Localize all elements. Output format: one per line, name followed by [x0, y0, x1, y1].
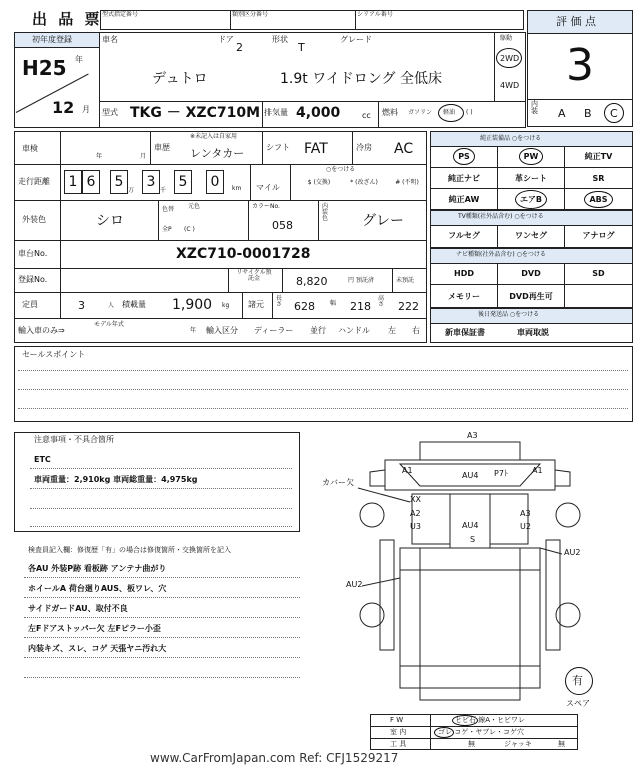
dmg-au2-right: AU2 — [564, 548, 581, 557]
equipment-item — [498, 285, 565, 308]
ext-color-value: シロ — [96, 213, 124, 229]
equipment-item — [431, 168, 498, 189]
serial-label: シリアル番号 — [357, 11, 393, 18]
equipment-item — [565, 285, 632, 308]
color-no-value: 058 — [272, 219, 293, 232]
inspector-line-3: サイドガードAU、取付不良 — [28, 604, 128, 613]
dmg-a1-left: A1 — [402, 466, 413, 475]
dmg-a3-right: A3 — [520, 509, 531, 518]
rear-bumper — [420, 688, 520, 700]
equipment-item-label: PW — [519, 148, 544, 165]
first-reg-month: 12 — [52, 98, 75, 117]
inspector-line-1: 各AU 外装P跡 看板跡 アンテナ曲がり — [28, 564, 167, 573]
vin-value: XZC710-0001728 — [176, 246, 311, 262]
dmg-s: S — [470, 535, 476, 544]
equipment-item — [498, 189, 565, 210]
grade-value: 1.9t ワイドロング 全低床 — [280, 71, 442, 87]
dmg-p-ato: P7ﾄ — [494, 469, 508, 478]
score-value: 3 — [566, 40, 594, 91]
mileage-digit: 5 — [174, 170, 192, 194]
wheel-fl — [360, 503, 384, 527]
fuel-diesel: 軽油 — [443, 109, 456, 116]
category-label: 類別区分番号 — [232, 11, 269, 18]
equipment-item-label: ABS — [584, 191, 612, 208]
equipment-item-label: ワンセグ — [515, 231, 547, 240]
car-name-label: 車名 — [102, 35, 118, 44]
sales-point-box — [14, 346, 633, 422]
dmg-u2: U2 — [520, 522, 531, 531]
doc-item: 新車保証書 — [445, 327, 485, 337]
equipment-item-label: 純正AW — [448, 194, 480, 204]
cover-missing: カバー欠 — [322, 478, 354, 487]
footer-credit: www.CarFromJapan.com Ref: CFJ1529217 — [150, 751, 399, 765]
inspector-label: 検査員記入欄：修復歴「有」の場合は修復箇所・交換箇所を記入 — [28, 546, 231, 554]
equipment-item — [431, 285, 498, 308]
spare-label: スペア — [566, 699, 590, 708]
inspector-line-2: ホイールA 荷台廻りAUS、板ワレ、穴 — [28, 584, 167, 593]
inspector-line-5: 内装キズ、スレ、コゲ 天張ヤニ汚れ大 — [28, 644, 167, 653]
mileage-digit: 6 — [82, 170, 100, 194]
dmg-u3: U3 — [410, 522, 421, 531]
shift-value: FAT — [304, 141, 328, 157]
mileage-digit: 3 — [142, 170, 160, 194]
drive-2wd: 2WD — [500, 54, 520, 63]
caution-line-1: ETC — [34, 455, 51, 464]
equipment-item-label: HDD — [454, 268, 474, 278]
equipment-item — [431, 224, 498, 248]
recycle-value: 8,820 — [296, 275, 328, 288]
mileage-digit: 0 — [206, 170, 224, 194]
equipment-item-label: DVD — [521, 268, 541, 278]
length-value: 628 — [294, 300, 315, 313]
equipment-item — [431, 262, 498, 285]
equipment-item — [498, 146, 565, 168]
equipment-item-label: SR — [592, 173, 605, 183]
equipment-item-label: 純正ナビ — [448, 173, 480, 183]
equipment-item — [565, 262, 632, 285]
equipment-item — [498, 224, 565, 248]
mileage-digit: 5 — [110, 170, 128, 194]
dmg-a2: A2 — [410, 509, 421, 518]
legend-fw: ヒビ石 線A・ヒビワレ — [455, 716, 526, 724]
interior-grade-label: 内装 — [531, 100, 538, 115]
first-reg-label: 初年度登録 — [32, 35, 72, 44]
cargo-bed — [400, 548, 540, 688]
caution-label: 注意事項・不具合箇所 — [34, 435, 114, 444]
jack-value: 無 — [558, 740, 565, 748]
right-door — [490, 494, 528, 544]
equipment-item-label: メモリー — [448, 291, 480, 301]
header-id-boxes — [100, 10, 524, 30]
wheel-fr — [556, 503, 580, 527]
capacity-value: 3 — [78, 299, 85, 312]
height-value: 222 — [398, 300, 419, 313]
equipment-item-label: エアB — [515, 190, 547, 209]
equipment-item — [431, 146, 498, 168]
model-designation-label: 型式指定番号 — [102, 11, 139, 18]
score-label: 評 価 点 — [556, 15, 596, 28]
left-side-guard — [380, 540, 394, 650]
drive-4wd: 4WD — [500, 81, 520, 90]
sales-point-label: セールスポイント — [22, 350, 86, 359]
load-value: 1,900 — [172, 297, 213, 313]
equipment-item-label: 革シート — [515, 173, 547, 183]
dmg-au4-top: AU4 — [462, 471, 479, 480]
displacement-value: 4,000 — [296, 105, 341, 121]
dmg-au4-mid: AU4 — [462, 521, 479, 530]
mileage-digit: 1 — [64, 170, 82, 194]
interior-grade-c: C — [610, 107, 618, 120]
interior-grade-b: B — [584, 107, 592, 120]
car-name-value: デュトロ — [152, 71, 208, 87]
equipment-item-label: SD — [592, 268, 605, 278]
first-reg-year: H25 — [22, 56, 67, 80]
history-value: レンタカー — [190, 147, 245, 160]
page-title: 出 品 票 — [32, 10, 103, 28]
caution-line-2: 車両重量：2,910kg 車両総重量：4,975kg — [34, 475, 198, 484]
dmg-a1-right: A1 — [532, 466, 543, 475]
equipment-item — [565, 146, 632, 168]
dmg-xx: XX — [410, 495, 421, 504]
shape-value: T — [298, 41, 305, 54]
equipment-item-label: アナログ — [582, 231, 615, 240]
equipment-item — [565, 224, 632, 248]
front-bumper — [420, 442, 520, 460]
equipment-item — [498, 168, 565, 189]
equipment-item-label: PS — [453, 148, 475, 165]
width-value: 218 — [350, 300, 371, 313]
equipment-item — [565, 189, 632, 210]
right-side-guard — [546, 540, 560, 650]
equipment-item-label: 純正TV — [584, 152, 613, 161]
equipment-item — [565, 168, 632, 189]
equipment-item-label: フルセグ — [448, 231, 480, 240]
doors-value: 2 — [236, 41, 243, 54]
interior-grade-a: A — [558, 107, 566, 120]
int-color-value: グレー — [362, 213, 404, 229]
equipment-item-label: DVD再生可 — [509, 291, 553, 301]
inspector-line-4: 左Fドアストッパー欠 左Fピラー小歪 — [28, 624, 161, 633]
doc-item: 車両取説 — [517, 327, 549, 337]
model-value: TKG － XZC710M — [130, 105, 261, 121]
equipment-item — [431, 189, 498, 210]
tools-value: 無 — [468, 740, 475, 748]
equipment-item — [498, 262, 565, 285]
legend-interior: ゴレ コゲ・ヤブレ・コゲ穴 — [438, 728, 524, 736]
spare-value: 有 — [572, 674, 583, 687]
ac-value: AC — [394, 141, 414, 157]
dmg-au2-left: AU2 — [346, 580, 363, 589]
dmg-a3-top: A3 — [467, 431, 478, 440]
